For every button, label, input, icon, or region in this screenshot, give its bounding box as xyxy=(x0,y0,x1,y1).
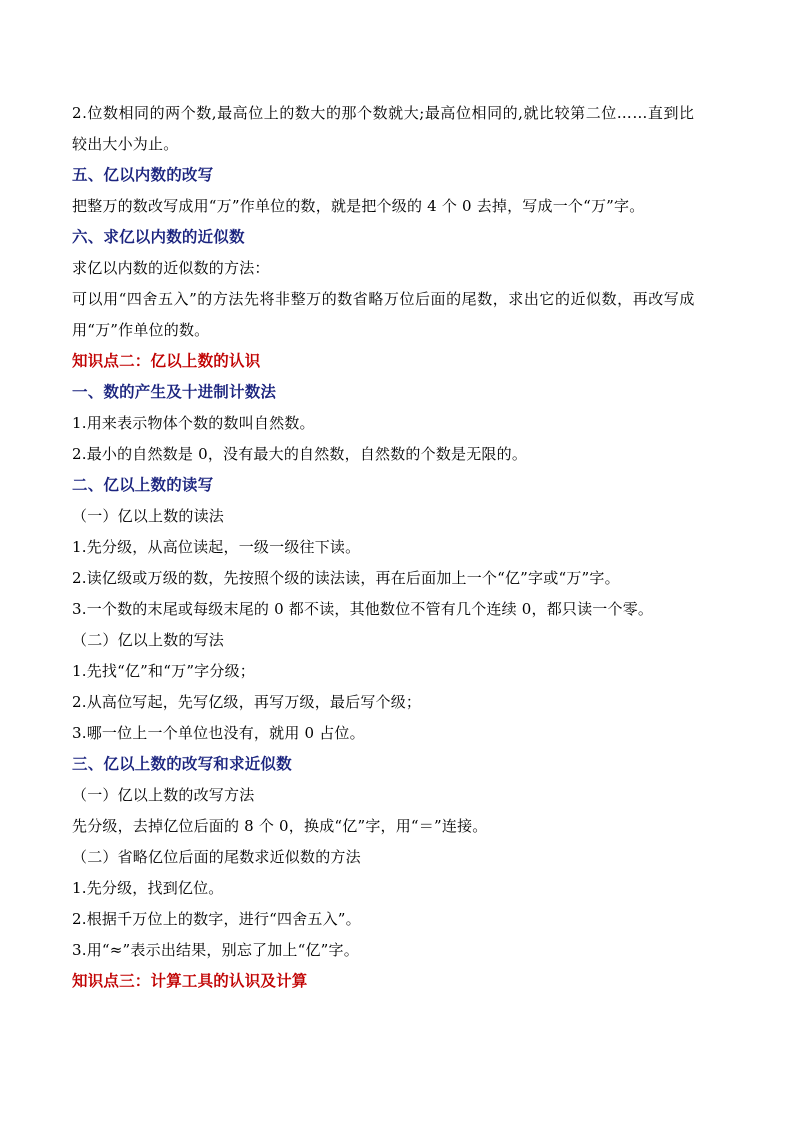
section-heading: 一、数的产生及十进制计数法 xyxy=(72,383,277,401)
subsection-label: （一）亿以上数的读法 xyxy=(72,507,225,525)
paragraph-line: 较出大小为止。 xyxy=(72,135,179,153)
paragraph-line: 2.根据千万位上的数字，进行“四舍五入”。 xyxy=(72,910,361,928)
paragraph-line: 2.最小的自然数是 0，没有最大的自然数，自然数的个数是无限的。 xyxy=(72,445,528,463)
paragraph-line: 2.位数相同的两个数,最高位上的数大的那个数就大;最高位相同的,就比较第二位……直到比 xyxy=(72,104,695,122)
paragraph-line: 可以用“四舍五入”的方法先将非整万的数省略万位后面的尾数，求出它的近似数，再改写成 xyxy=(72,290,695,308)
paragraph-line: 求亿以内数的近似数的方法： xyxy=(72,259,270,277)
paragraph-line: 3.一个数的末尾或每级末尾的 0 都不读，其他数位不管有几个连续 0，都只读一个零。 xyxy=(72,600,654,618)
paragraph-line: 2.读亿级或万级的数，先按照个级的读法读，再在后面加上一个“亿”字或“万”字。 xyxy=(72,569,620,587)
section-heading: 五、亿以内数的改写 xyxy=(72,166,214,184)
paragraph-line: 1.用来表示物体个数的数叫自然数。 xyxy=(72,414,315,432)
paragraph-line: 2.从高位写起，先写亿级，再写万级，最后写个级； xyxy=(72,693,422,711)
section-heading: 三、亿以上数的改写和求近似数 xyxy=(72,755,292,773)
subsection-label: （二）省略亿位后面的尾数求近似数的方法 xyxy=(72,848,361,866)
paragraph-line: 把整万的数改写成用“万”作单位的数，就是把个级的 4 个 0 去掉，写成一个“万”字。 xyxy=(72,197,645,215)
subsection-label: （一）亿以上数的改写方法 xyxy=(72,786,255,804)
document-body xyxy=(72,98,726,997)
paragraph-line: 3.用“≈”表示出结果，别忘了加上“亿”字。 xyxy=(72,941,359,959)
knowledge-point-heading: 知识点三：计算工具的认识及计算 xyxy=(72,972,308,990)
paragraph-line: 1.先分级，找到亿位。 xyxy=(72,879,224,897)
paragraph-line: 先分级，去掉亿位后面的 8 个 0，换成“亿”字，用“＝”连接。 xyxy=(72,817,488,835)
paragraph-line: 用“万”作单位的数。 xyxy=(72,321,210,339)
paragraph-line: 1.先分级，从高位读起，一级一级往下读。 xyxy=(72,538,361,556)
section-heading: 六、求亿以内数的近似数 xyxy=(72,228,245,246)
knowledge-point-heading: 知识点二：亿以上数的认识 xyxy=(72,352,261,370)
section-heading: 二、亿以上数的读写 xyxy=(72,476,214,494)
paragraph-line: 1.先找“亿”和“万”字分级； xyxy=(72,662,255,680)
subsection-label: （二）亿以上数的写法 xyxy=(72,631,225,649)
paragraph-line: 3.哪一位上一个单位也没有，就用 0 占位。 xyxy=(72,724,365,742)
